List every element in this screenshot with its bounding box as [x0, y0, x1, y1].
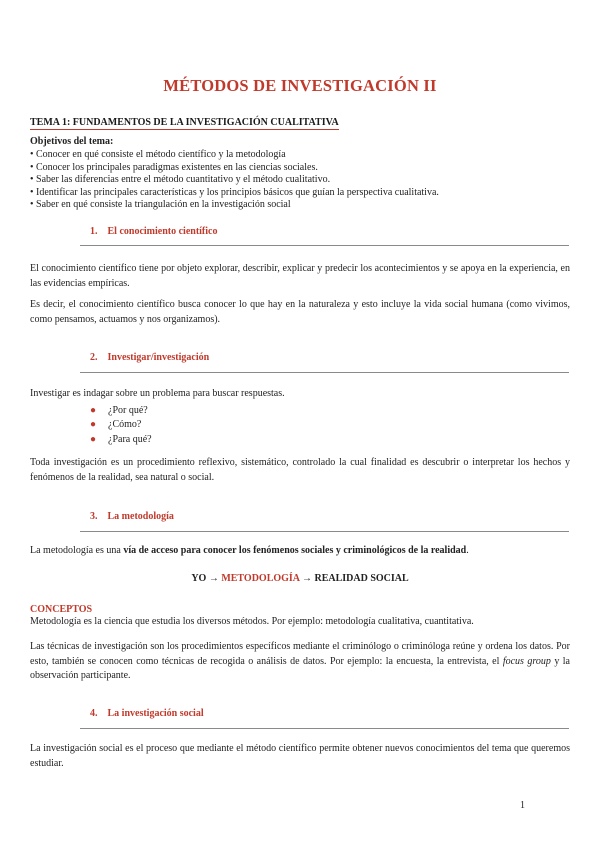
section-4-heading: 4. La investigación social — [90, 708, 204, 719]
focus-group-term: focus group — [502, 655, 551, 667]
questions-list — [90, 404, 152, 447]
page-number: 1 — [520, 800, 525, 811]
objectives-list — [30, 149, 439, 212]
bullet-dot-icon: ● — [90, 433, 97, 445]
section-1-paragraph-2: Es decir, el conocimiento científico busca conocer lo que hay en la naturaleza y esto incluye la vida social humana (como vivimos, como pensamos, actuamos y nos organizamos). — [30, 299, 570, 325]
section-1-divider — [80, 245, 569, 246]
concepts-paragraph-2: Las técnicas de investigación son los procedimientos específicos mediante el criminólogo o criminóloga reúne y ordena los datos. Por esto, también se conocen como técnicas de recogida o análisis de datos. Por ejemplo: la encuesta, la entrevista, el focus group y la observación participante. — [30, 641, 570, 682]
bullet-dot-icon: ● — [90, 419, 97, 431]
bullet-dot-icon: ● — [90, 405, 97, 416]
tema-heading: TEMA 1: FUNDAMENTOS DE LA INVESTIGACIÓN CUALITATIVA — [30, 117, 339, 128]
list-item: ● ¿Por qué? — [90, 404, 152, 418]
list-item: ● ¿Cómo? — [90, 418, 152, 432]
section-2-divider — [80, 372, 569, 373]
objectives-title: Objetivos del tema: — [30, 136, 114, 147]
section-4-paragraph-1: La investigación social es el proceso que mediante el método científico permite obtener nuevos conocimientos del tema que queremos estudiar. — [30, 743, 570, 769]
objective-item: • Saber en qué consiste la triangulación en la investigación social — [30, 199, 291, 211]
section-3-heading: 3. La metodología — [90, 511, 174, 522]
list-item: ● ¿Para qué? — [90, 433, 152, 447]
section-2-heading: 2. Investigar/investigación — [90, 352, 210, 363]
objective-item: • Conocer en qué consiste el método científico y la metodología — [30, 149, 286, 160]
conceptos-heading: CONCEPTOS — [30, 604, 93, 615]
section-3-divider — [80, 531, 569, 532]
concepts-paragraph-1: Metodología es la ciencia que estudia los diversos métodos. Por ejemplo: metodología cualitativa, cuantitativa. — [30, 616, 474, 627]
objective-item: • Identificar las principales características y los principios básicos que guían la perspectiva cualitativa. — [30, 186, 439, 198]
section-3-paragraph-1: La metodología es una vía de acceso para conocer los fenómenos sociales y criminológicos de la realidad. — [30, 545, 469, 556]
methodology-flow-highlight: METODOLOGÍA — [221, 573, 300, 584]
section-1-heading: 1. El conocimiento científico — [90, 226, 218, 237]
objective-item: • Conocer los principales paradigmas existentes en las ciencias sociales. — [30, 161, 318, 173]
page-title: MÉTODOS DE INVESTIGACIÓN II — [163, 76, 437, 95]
section-2-paragraph-2: Toda investigación es un procedimiento reflexivo, sistemático, controlado la cual finalidad es descubrir o interpretar los hechos y fenómenos de la realidad, sea natural o social. — [30, 457, 570, 483]
section-4-divider — [80, 728, 569, 729]
section-2-paragraph-1: Investigar es indagar sobre un problema para buscar respuestas. — [30, 388, 285, 399]
methodology-flow: YO → METODOLOGÍA → REALIDAD SOCIAL — [191, 573, 409, 584]
section-1-paragraph-1: El conocimiento científico tiene por objeto explorar, describir, explicar y predecir los acontecimientos y se apoya en la experiencia, en las evidencias empíricas. — [30, 263, 570, 289]
objective-item: • Saber las diferencias entre el método cuantitativo y el método cualitativo. — [30, 174, 331, 186]
key-definition: vía de acceso para conocer los fenómenos sociales y criminológicos de la realidad — [123, 545, 467, 556]
